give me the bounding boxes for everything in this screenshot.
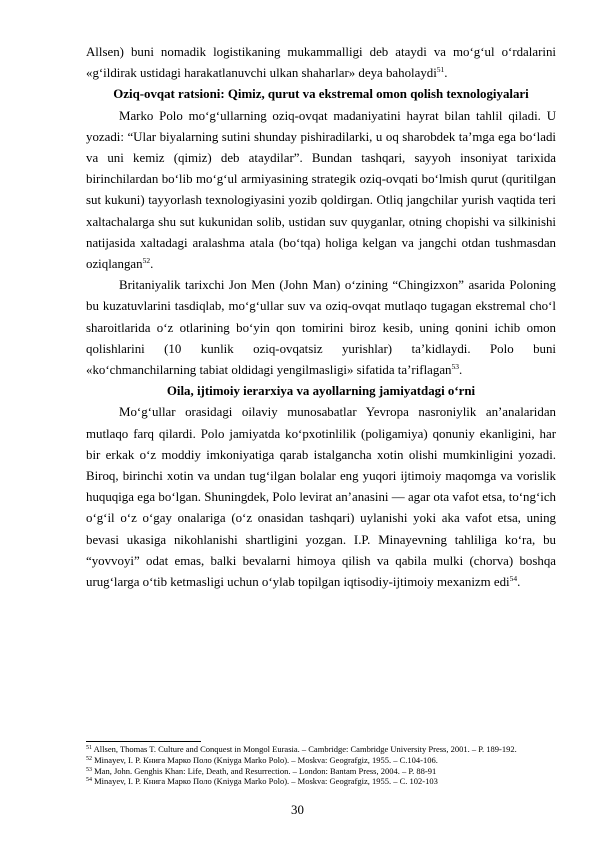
footnote: $^{51}$ Allsen, Thomas T. Culture and Conquest in Mongol Eurasia. – Cambridge: Cambridge University Press, 2001. – P. 189-192. [86,744,517,754]
footnote-ref[interactable]: 54 [509,574,518,584]
footnote-ref[interactable]: 53 [451,362,459,372]
paragraph: Mo‘g‘ullar orasidagi oilaviy munosabatlar Yevropa nasroniylik an’analaridan mutlaqo farq qilardi. Polo jamiyatda ko‘pxotinlilik (poligamiya) qonuniy ekanligini, har bir erkak o‘z moddiy imkoniyatiga qarab istalgancha xotin olishi mumkinligini yozadi. Biroq, birinchi xotin va undan tug‘ilgan bolalar eng yuqori ijtimoiy maqomga va vorislik huquqiga ega bo‘lgan. Shuningdek, Polo levirat an’anasini — agar ota vafot etsa, to‘ng‘ich o‘g‘il o‘z o‘gay onalariga (o‘z onasidan tashqari) uylanishi yoki aka vafot etsa, uning bevasi ukasiga nikohlanishi shartligini yozgan. I.P. Minayevning tahliliga ko‘ra, bu “yovvoyi” odat emas, balki bevalarni himoya qilish va qabila mulki (chorva) boshqa urug‘larga o‘tib ketmasligi uchun o‘ylab topilgan iqtisodiy-ijtimoiy mexanizm edi$^{54}$. [86,405,556,590]
section-heading: Oziq-ovqat ratsioni: Qimiz, qurut va ekstremal omon qolish texnologiyalari [113,87,529,102]
paragraph: Marko Polo mo‘g‘ullarning oziq-ovqat madaniyatini hayrat bilan tahlil qiladi. U yozadi: “Ular biyalarning sutini shunday pishiradilarki, u oq sharobdek ta’mga ega bo‘ladi va uni kemiz (qimiz) deb ataydilar”. Bundan tashqari, sayyoh insoniyat tarixida birinchilardan bo‘lib mo‘g‘ul armiyasining strategik oziq-ovqati bo‘lmish qurut (quritilgan sut kukuni) tayyorlash texnologiyasini yozib qoldirgan. Otliq jangchilar yurish vaqtida teri xaltachalarga shu sut kukunidan solib, ustidan suv quyganlar, otning chopishi va silkinishi natijasida xaltadagi aralashma atala (bo‘tqa) holiga kelgan va jangchi otdan tushmasdan oziqlangan$^{52}$. [86,108,556,272]
footnote-ref[interactable]: 52 [142,256,151,266]
page-number: 30 [291,803,304,817]
footnote-ref[interactable]: 51 [436,65,445,75]
footnotes [86,744,556,787]
paragraph: Britaniyalik tarixchi Jon Men (John Man) o‘zining “Chingizxon” asarida Poloning bu kuzatuvlarini tasdiqlab, mo‘g‘ullar suv va oziq-ovqat mutlaqo tugagan ekstremal cho‘l sharoitlarida o‘z otlarining bo‘yin qon tomirini biroz kesib, uning qonini ichib omon qolishlarini (10 kunlik oziq-ovqatsiz yurishlar) ta’kidlaydi. Polo buni «ko‘chmanchilarning tabiat oldidagi yengilmasligi» sifatida ta’riflagan$^{53}$. [86,278,556,378]
page-body [86,42,556,593]
section-heading: Oila, ijtimoiy ierarxiya va ayollarning jamiyatdagi o‘rni [166,384,476,399]
footnote-divider [86,741,201,742]
footnote: $^{54}$ Minayev, I. P. Книга Марко Поло (Kniyga Marko Polo). – Moskva: Geografgiz, 1955. – C. 102-103 [86,776,438,787]
footnote: $^{52}$ Minayev, I. P. Книга Марко Поло (Kniyga Marko Polo). – Moskva: Geografgiz, 1955. – C.104-106. [86,754,438,765]
paragraph: Allsen) buni nomadik logistikaning mukammalligi deb ataydi va mo‘g‘ul o‘rdalarini «g‘ildirak ustidagi harakatlanuvchi ulkan shaharlar» deya baholaydi$^{51}$. [86,45,556,81]
footnote: $^{53}$ Man, John. Genghis Khan: Life, Death, and Resurrection. – London: Bantam Press, 2004. – P. 88-91 [86,765,437,776]
